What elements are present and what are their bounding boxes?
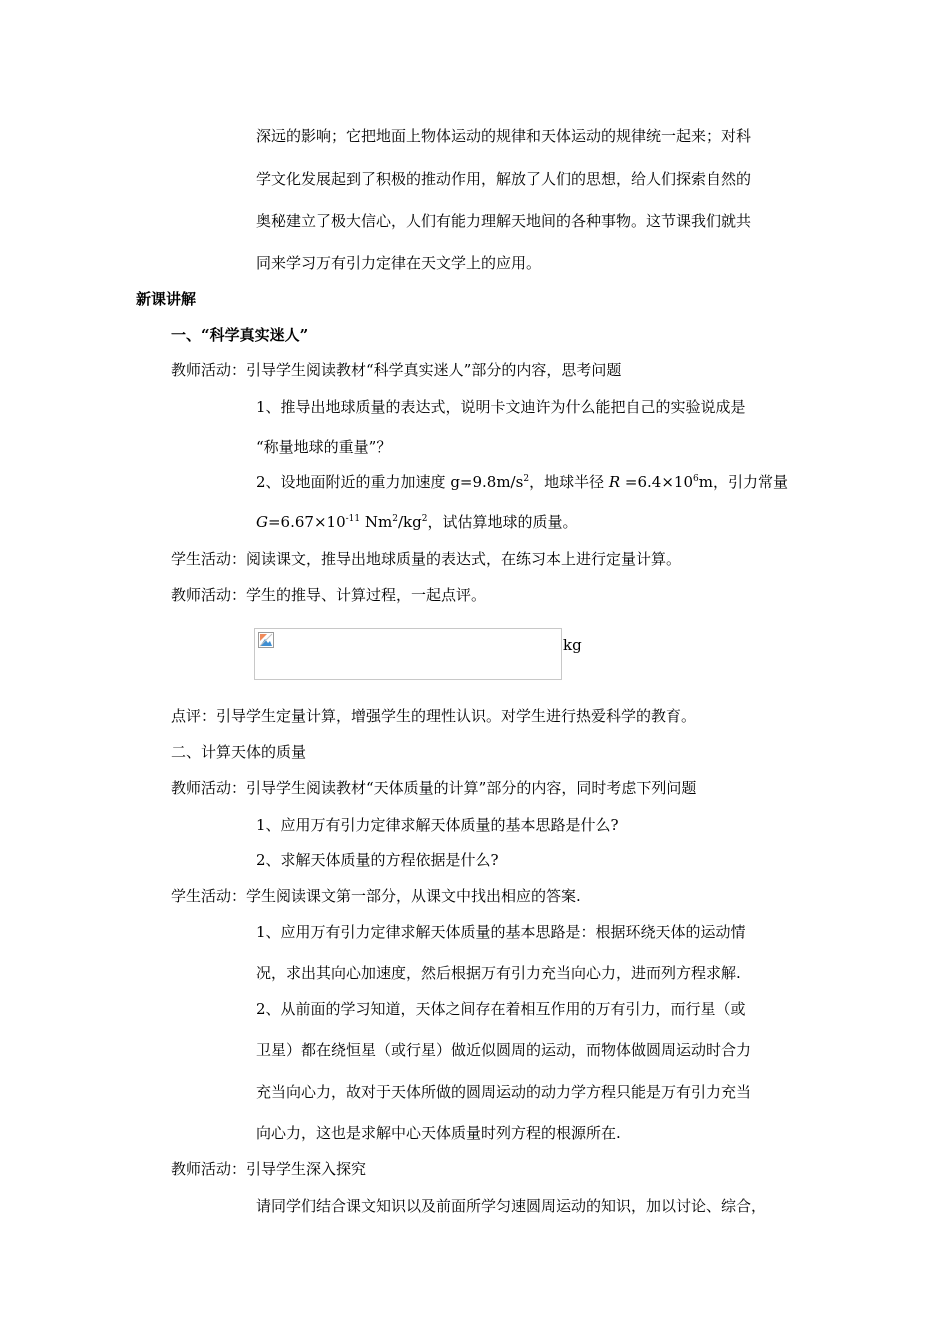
q2-mid-1: ，地球半径 <box>529 473 609 491</box>
part2-answer-2-line-2: 卫星）都在绕恒星（或行星）做近似圆周的运动，而物体做圆周运动时合力 <box>256 1041 752 1059</box>
part2-heading: 二、计算天体的质量 <box>171 743 307 761</box>
part2-answer-1-line-1: 1、应用万有引力定律求解天体质量的基本思路是：根据环绕天体的运动情 <box>256 923 746 941</box>
q2b-unit-2: /kg <box>397 513 422 531</box>
part2-answer-2-line-1: 2、从前面的学习知道，天体之间存在着相互作用的万有引力，而行星（或 <box>256 1000 746 1018</box>
part1-comment: 点评：引导学生定量计算，增强学生的理性认识。对学生进行热爱科学的教育。 <box>171 707 697 725</box>
part2-student-activity: 学生活动：学生阅读课文第一部分，从课文中找出相应的答案. <box>171 887 581 905</box>
q2b-exponent-3: 2 <box>421 514 428 524</box>
q2b-value: =6.67×10 <box>267 513 346 531</box>
q2b-suffix: ，试估算地球的质量。 <box>427 513 578 531</box>
radius-symbol: R <box>608 473 621 491</box>
intro-line-4: 同来学习万有引力定律在天文学上的应用。 <box>256 254 542 272</box>
part2-question-2: 2、求解天体质量的方程依据是什么? <box>256 851 499 869</box>
part1-teacher-activity-2: 教师活动：学生的推导、计算过程，一起点评。 <box>171 586 487 604</box>
part1-question-2-line-1 <box>256 472 788 495</box>
intro-line-3: 奥秘建立了极大信心，人们有能力理解天地间的各种事物。这节课我们就共 <box>256 212 752 230</box>
intro-line-2: 学文化发展起到了积极的推动作用，解放了人们的思想，给人们探索自然的 <box>256 170 752 188</box>
q2-exponent-1: 2 <box>523 474 530 484</box>
q2b-exponent: -11 <box>345 514 361 524</box>
part2-teacher-activity-2: 教师活动：引导学生深入探究 <box>171 1160 367 1178</box>
gravity-constant-symbol: G <box>256 513 268 531</box>
part2-answer-1-line-2: 况，求出其向心加速度，然后根据万有引力充当向心力，进而列方程求解. <box>256 964 741 982</box>
formula-image-placeholder <box>254 628 562 680</box>
part2-answer-2-line-3: 充当向心力，故对于天体所做的圆周运动的动力学方程只能是万有引力充当 <box>256 1083 752 1101</box>
section-title: 新课讲解 <box>136 290 197 308</box>
q2b-exponent-2: 2 <box>392 514 398 524</box>
part1-student-activity: 学生活动：阅读课文，推导出地球质量的表达式，在练习本上进行定量计算。 <box>171 550 682 568</box>
q2-exponent-2: 6 <box>693 474 699 484</box>
part1-teacher-activity: 教师活动：引导学生阅读教材“科学真实迷人”部分的内容，思考问题 <box>171 361 622 379</box>
q2b-unit: Nm <box>360 513 393 531</box>
part1-question-2-line-2 <box>256 512 577 535</box>
part2-teacher-activity: 教师活动：引导学生阅读教材“天体质量的计算”部分的内容，同时考虑下列问题 <box>171 779 697 797</box>
broken-image-icon <box>258 632 274 648</box>
part1-heading: 一、“科学真实迷人” <box>171 326 309 344</box>
part2-final-line: 请同学们结合课文知识以及前面所学匀速圆周运动的知识，加以讨论、综合， <box>256 1197 767 1215</box>
unit-kg: kg <box>563 636 582 654</box>
part1-question-1-line-2: “称量地球的重量”？ <box>256 438 392 456</box>
part2-answer-2-line-4: 向心力，这也是求解中心天体质量时列方程的根源所在. <box>256 1124 621 1142</box>
part1-question-1-line-1: 1、推导出地球质量的表达式，说明卡文迪许为什么能把自己的实验说成是 <box>256 398 746 416</box>
q2-suffix: m，引力常量 <box>698 473 788 491</box>
intro-line-1: 深远的影响；它把地面上物体运动的规律和天体运动的规律统一起来；对科 <box>256 127 752 145</box>
q2-prefix: 2、设地面附近的重力加速度 g=9.8m/s <box>256 473 524 491</box>
q2-mid-2: =6.4×10 <box>620 473 693 491</box>
part2-question-1: 1、应用万有引力定律求解天体质量的基本思路是什么? <box>256 816 619 834</box>
